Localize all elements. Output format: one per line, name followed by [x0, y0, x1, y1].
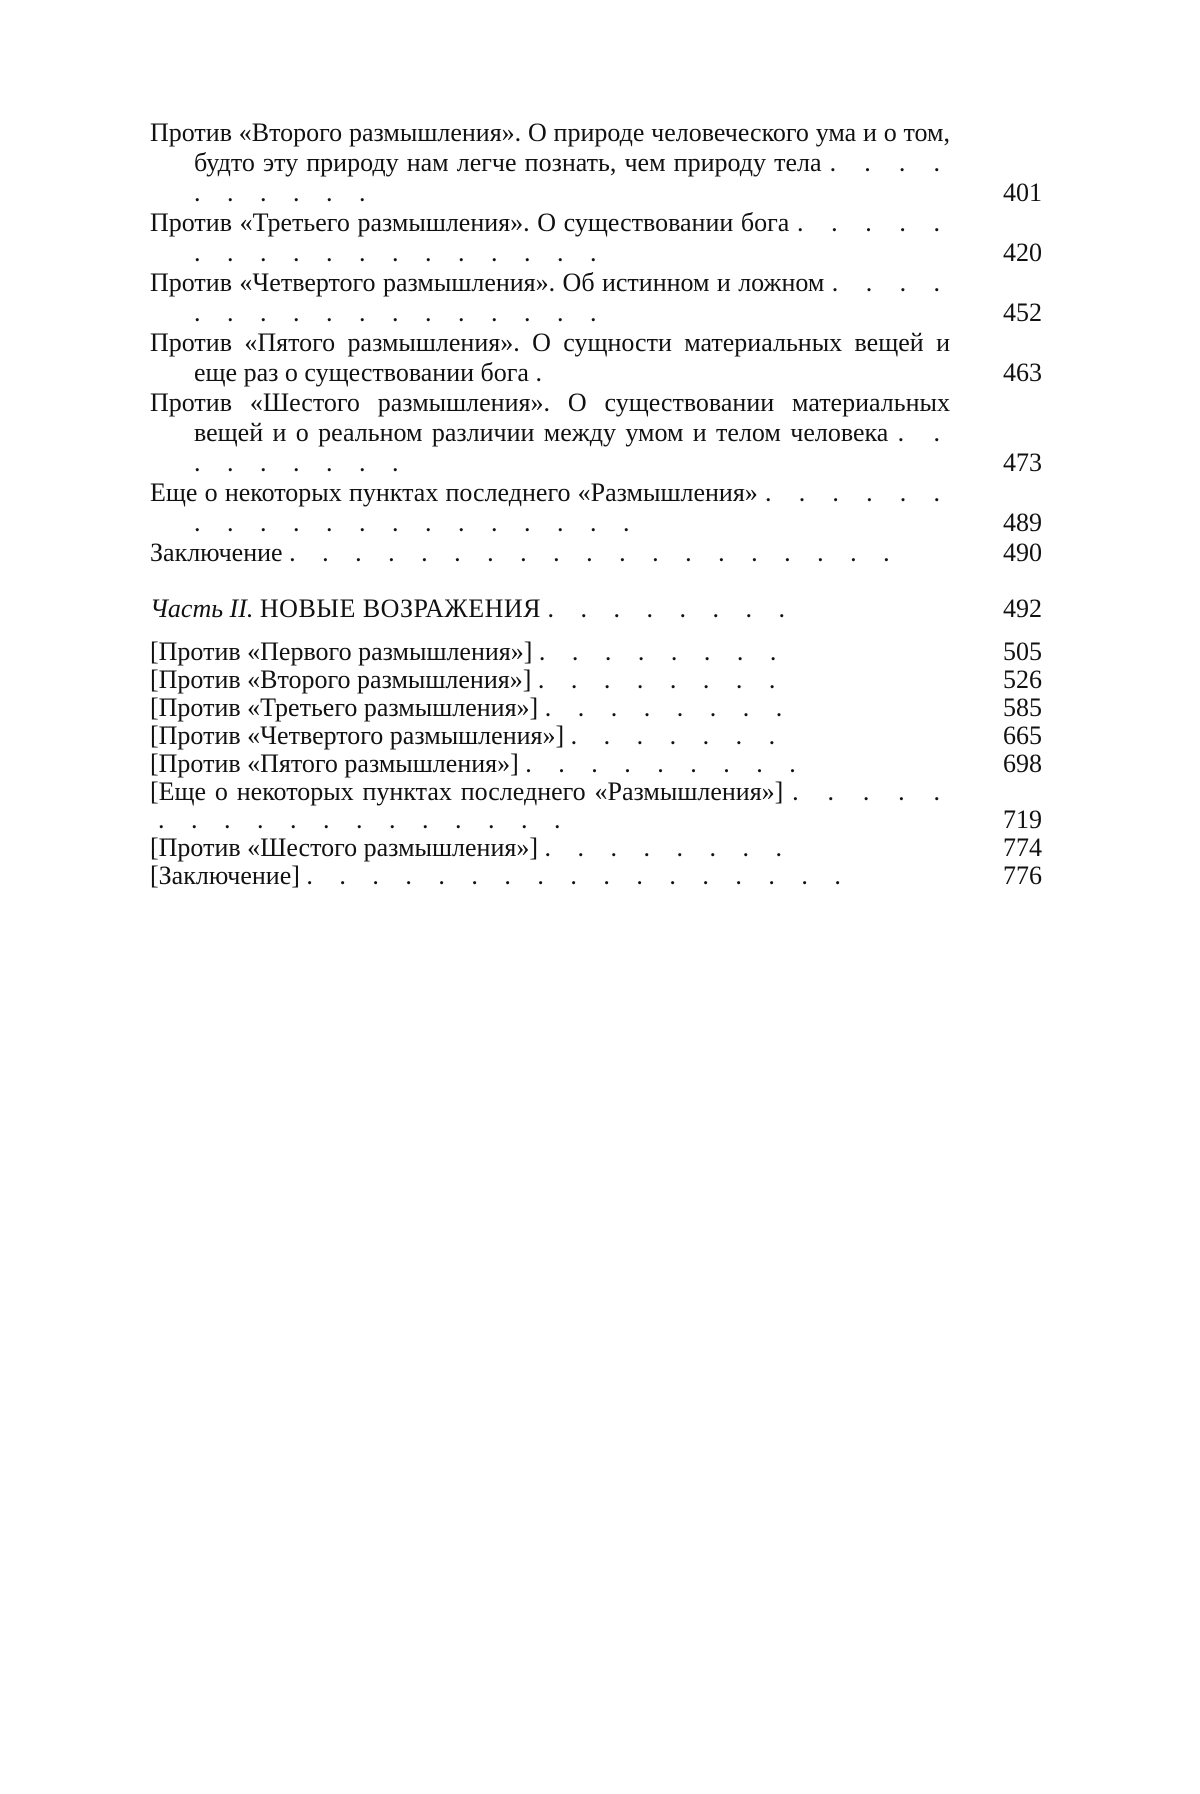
toc-page-number: 489: [1003, 508, 1042, 537]
part-label: Часть II.: [150, 594, 254, 623]
leader-dots: . . . . . . . . . . . . . . . . . . .: [289, 538, 900, 567]
table-of-contents: [150, 118, 1050, 890]
toc-entry-title: Против «Пятого размышления». О сущности материальных вещей и еще раз о существовании бога: [150, 328, 950, 387]
toc-entry: [150, 722, 1050, 750]
toc-entry: [150, 118, 1050, 208]
toc-page-number: 698: [1003, 749, 1042, 778]
toc-entry: [150, 778, 1050, 834]
toc-entry: [150, 478, 1050, 538]
toc-entry: [150, 268, 1050, 328]
toc-page-number: 401: [1003, 178, 1042, 207]
toc-page-number: 420: [1003, 238, 1042, 267]
toc-entry-title: Против «Четвертого размышления». Об истинном и ложном: [150, 268, 825, 297]
leader-dots: . . . . . . .: [570, 721, 786, 750]
toc-entry: [150, 328, 1050, 388]
toc-entry-title: [Против «Первого размышления»]: [150, 637, 533, 666]
leader-dots: . . . . . . . . . . . . . . . . . .: [194, 208, 951, 267]
toc-entry-title: Заключение: [150, 538, 283, 567]
toc-entry-title: [Еще о некоторых пунктах последнего «Размышления»]: [150, 777, 784, 806]
toc-page-number: 665: [1003, 721, 1042, 750]
leader-dots: . . . . . . . .: [547, 594, 795, 623]
toc-page-number: 585: [1003, 693, 1042, 722]
part-heading: [150, 594, 1050, 624]
leader-dots: . . . . . . . .: [538, 637, 787, 666]
toc-entry: [150, 208, 1050, 268]
toc-entry: [150, 666, 1050, 694]
leader-dots: . . . . . . . . . . . . . . . . .: [306, 861, 851, 890]
leader-dots: . . . . . . . .: [537, 665, 786, 694]
toc-page-number: 492: [1003, 594, 1042, 623]
toc-page-number: 490: [1003, 538, 1042, 567]
leader-dots: . . . . . . . . .: [525, 749, 806, 778]
toc-entry: [150, 750, 1050, 778]
toc-page-number: 526: [1003, 665, 1042, 694]
toc-entry-title: [Против «Шестого размышления»]: [150, 833, 538, 862]
toc-page-number: 473: [1003, 448, 1042, 477]
toc-entry-title: Против «Второго размышления». О природе человеческого ума и о том, будто эту природу нам легче познать, чем природу тела: [150, 118, 950, 177]
toc-entry: [150, 538, 1050, 568]
toc-entry: [150, 862, 1050, 890]
toc-entry-title: Еще о некоторых пунктах последнего «Размышления»: [150, 478, 758, 507]
toc-entry-title: [Заключение]: [150, 861, 300, 890]
leader-dots: . . . . . . . .: [544, 833, 792, 862]
toc-page-number: 774: [1003, 833, 1042, 862]
toc-entry: [150, 694, 1050, 722]
leader-dots: . . . . . . . . .: [194, 418, 951, 477]
toc-entry-title: [Против «Пятого размышления»]: [150, 749, 519, 778]
part-title: НОВЫЕ ВОЗРАЖЕНИЯ: [259, 594, 541, 623]
leader-dots: . . . . . . . . . . . . . . . . . .: [158, 777, 950, 834]
toc-entry: [150, 834, 1050, 862]
toc-page-number: 463: [1003, 358, 1042, 387]
toc-entry: [150, 638, 1050, 666]
leader-dots: . . . . . . . . . . . . . . . . . . . .: [194, 478, 951, 537]
leader-dots: .: [535, 358, 552, 387]
toc-entry-title: Против «Шестого размышления». О существовании материальных вещей и о реальном различии между умом и телом человека: [150, 388, 950, 447]
toc-entry-title: Против «Третьего размышления». О существовании бога: [150, 208, 790, 237]
toc-page-number: 776: [1003, 861, 1042, 890]
leader-dots: . . . . . . . . . . . . . . . . .: [194, 268, 950, 327]
toc-entry: [150, 388, 1050, 478]
toc-page-number: 505: [1003, 637, 1042, 666]
toc-entry-title: [Против «Четвертого размышления»]: [150, 721, 565, 750]
toc-page-number: 452: [1003, 298, 1042, 327]
toc-page-number: 719: [1003, 805, 1042, 834]
leader-dots: . . . . . . . . . .: [194, 148, 950, 207]
toc-entry-title: [Против «Третьего размышления»]: [150, 693, 539, 722]
toc-entry-title: [Против «Второго размышления»]: [150, 665, 532, 694]
leader-dots: . . . . . . . .: [544, 693, 793, 722]
